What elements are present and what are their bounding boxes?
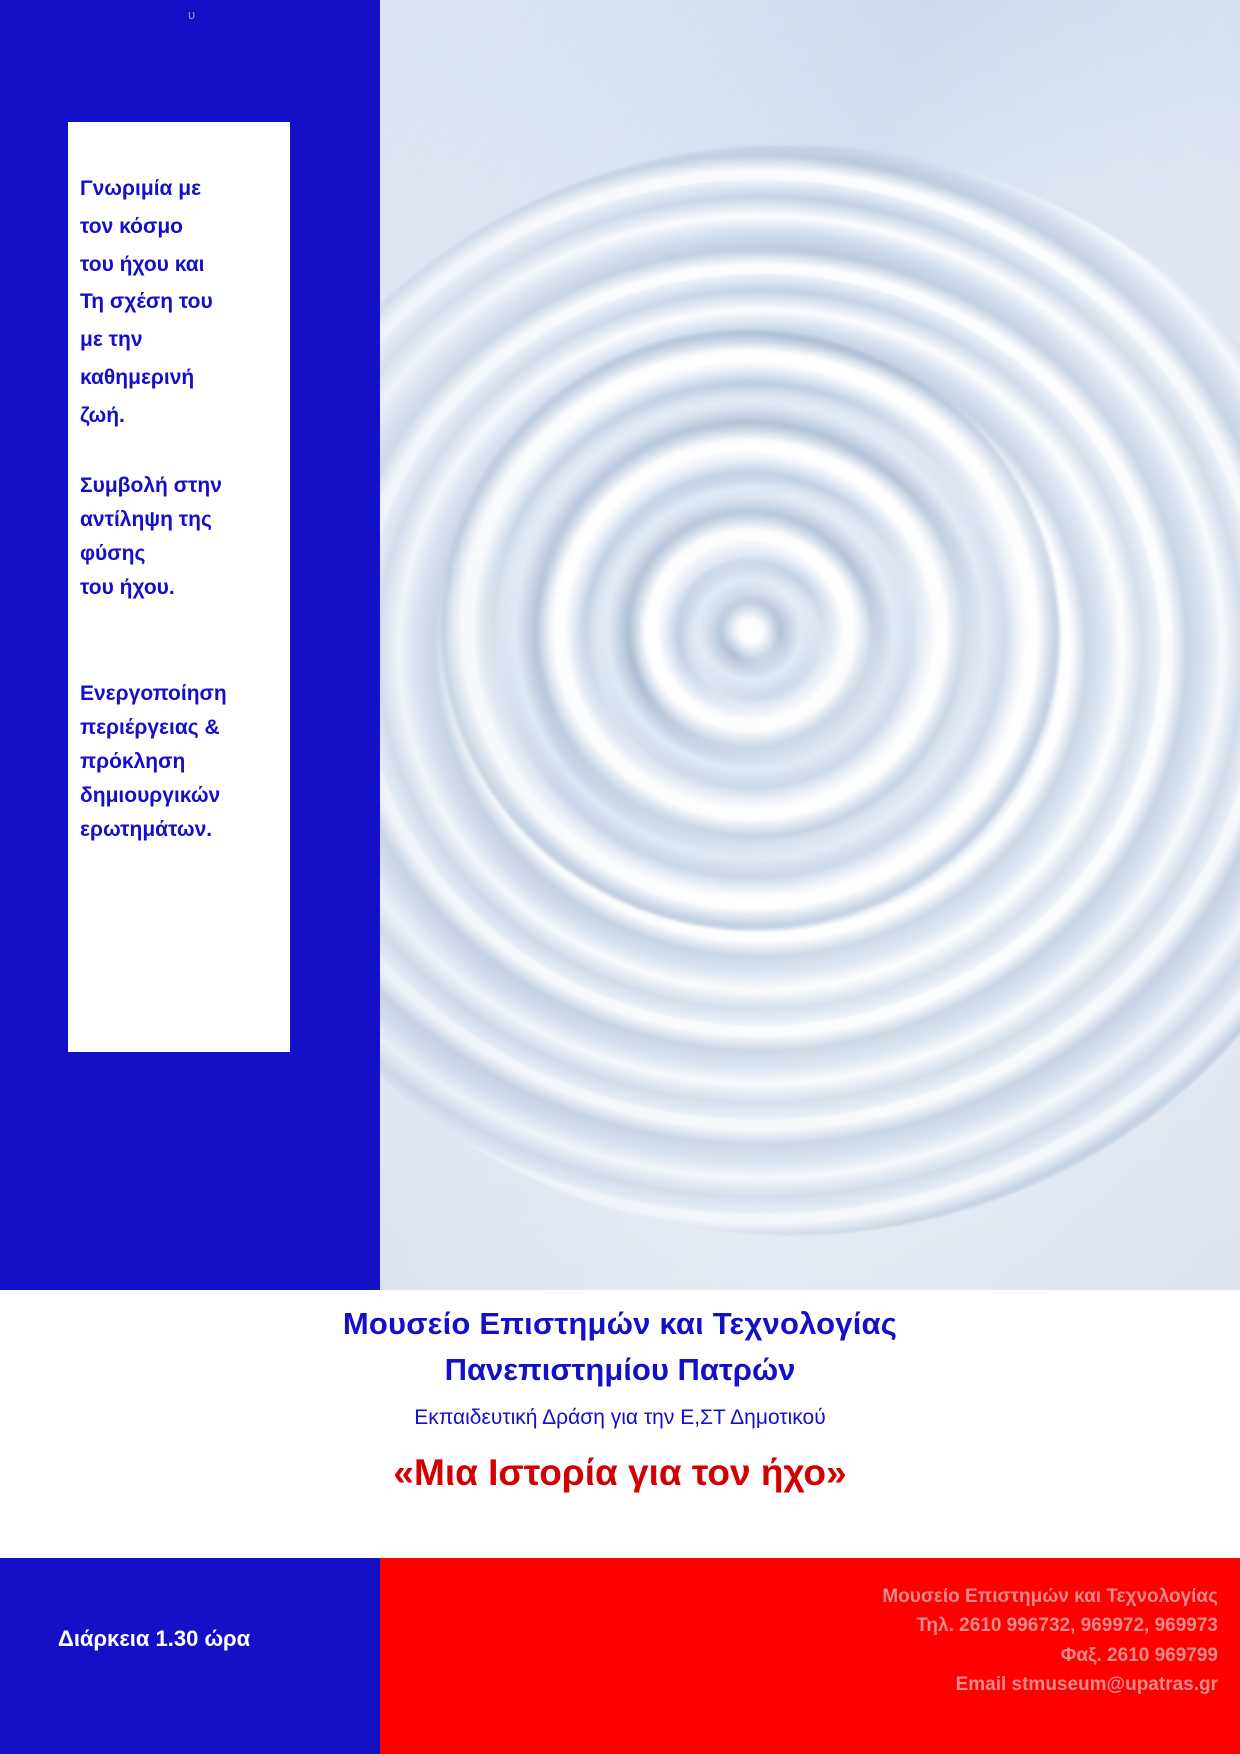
goal-line: φύσης xyxy=(80,541,146,565)
goals-text-panel xyxy=(68,122,290,1052)
footer-blue-block xyxy=(0,1558,380,1754)
contact-line-phone: Τηλ. 2610 996732, 969972, 969973 xyxy=(916,1615,1218,1637)
goal-line: του ήχου και xyxy=(80,252,205,276)
goal-line: ζωή. xyxy=(80,403,125,427)
goal-line: περιέργειας & xyxy=(80,715,220,739)
museum-name-line-1: Μουσείο Επιστημών και Τεχνολογίας xyxy=(342,1306,898,1341)
goal-line: Γνωριμία με xyxy=(80,177,202,200)
goal-line: με την xyxy=(80,328,143,352)
page-title: «Μια Ιστορία για τον ήχο» xyxy=(393,1452,847,1493)
goal-line: αντίληψη της xyxy=(80,507,212,531)
corner-mark: υ xyxy=(188,7,196,22)
duration-text: Διάρκεια 1.30 ώρα xyxy=(58,1626,251,1651)
goal-line: Τη σχέση του xyxy=(80,290,213,314)
ripple-vignette xyxy=(380,0,1240,1290)
goal-line: πρόκληση xyxy=(80,749,186,773)
water-ripple-image xyxy=(380,0,1240,1290)
title-section xyxy=(0,1290,1240,1558)
contact-line-museum: Μουσείο Επιστημών και Τεχνολογίας xyxy=(882,1586,1218,1607)
goal-block-3 xyxy=(80,677,272,847)
goal-line: καθημερινή xyxy=(80,365,195,389)
footer-bar xyxy=(0,1558,1240,1754)
goal-line: του ήχου. xyxy=(80,575,175,599)
program-subtitle: Εκπαιδευτική Δράση για την Ε,ΣΤ Δημοτικού xyxy=(414,1406,826,1429)
goal-block-1 xyxy=(80,170,272,435)
goal-line: δημιουργικών xyxy=(80,783,221,807)
spacer xyxy=(80,605,272,677)
goal-block-2 xyxy=(80,469,272,605)
contact-info xyxy=(882,1582,1218,1700)
contact-line-fax: Φαξ. 2610 969799 xyxy=(1060,1644,1218,1666)
goal-line: τον κόσμο xyxy=(80,214,184,238)
goal-line: Ενεργοποίηση xyxy=(80,681,227,705)
goal-line: ερωτημάτων. xyxy=(80,817,213,841)
spacer xyxy=(80,435,272,469)
museum-name-line-2: Πανεπιστημίου Πατρών xyxy=(444,1352,796,1387)
goal-line: Συμβολή στην xyxy=(80,473,222,497)
contact-line-email: Email stmuseum@upatras.gr xyxy=(955,1674,1218,1696)
